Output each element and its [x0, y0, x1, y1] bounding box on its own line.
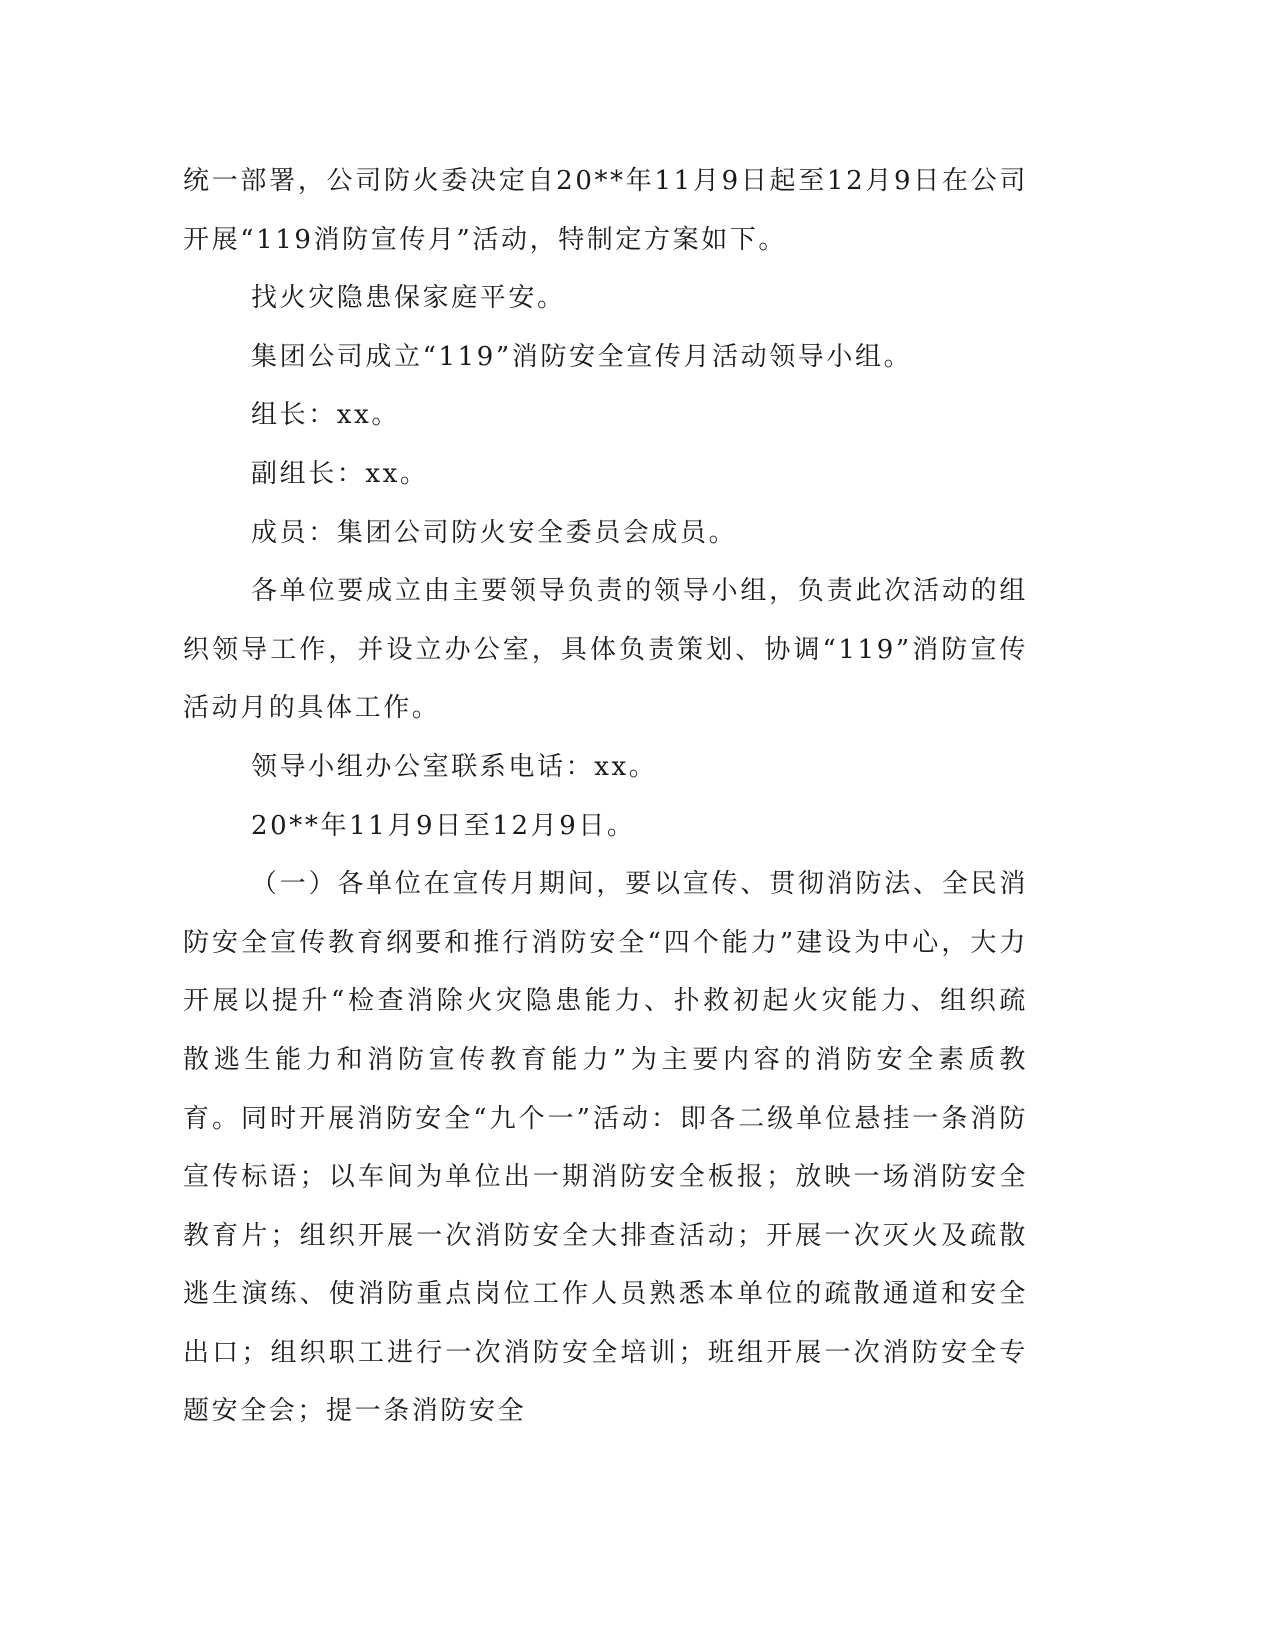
paragraph-members: 成员：集团公司防火安全委员会成员。 — [251, 517, 738, 548]
paragraph-theme: 找火灾隐患保家庭平安。 — [251, 283, 566, 314]
paragraph-leading-group: 集团公司成立“119”消防安全宣传月活动领导小组。 — [251, 341, 913, 372]
paragraph-intro: 统一部署，公司防火委决定自20**年11月9日起至12月9日在公司开展“119消防宣传月”活动，特制定方案如下。 — [183, 166, 1028, 255]
document-body — [183, 152, 1028, 1441]
paragraph-activities: （一）各单位在宣传月期间，要以宣传、贯彻消防法、全民消防安全宣传教育纲要和推行消防安全“四个能力”建设为中心，大力开展以提升“检查消除火灾隐患能力、扑救初起火灾能力、组织疏散逃生能力和消防宣传教育能力”为主要内容的消防安全素质教育。同时开展消防安全“九个一”活动：即各二级单位悬挂一条消防宣传标语；以车间为单位出一期消防安全板报；放映一场消防安全教育片；组织开展一次消防安全大排查活动；开展一次灭火及疏散逃生演练、使消防重点岗位工作人员熟悉本单位的疏散通道和安全出口；组织职工进行一次消防安全培训；班组开展一次消防安全专题安全会；提一条消防安全 — [183, 869, 1028, 1427]
paragraph-period: 20**年11月9日至12月9日。 — [251, 810, 636, 841]
paragraph-group-leader: 组长：xx。 — [251, 400, 400, 431]
paragraph-deputy-leader: 副组长：xx。 — [251, 458, 429, 489]
paragraph-contact-phone: 领导小组办公室联系电话：xx。 — [251, 751, 658, 782]
paragraph-unit-requirements: 各单位要成立由主要领导负责的领导小组，负责此次活动的组织领导工作，并设立办公室，具体负责策划、协调“119”消防宣传活动月的具体工作。 — [183, 576, 1028, 724]
